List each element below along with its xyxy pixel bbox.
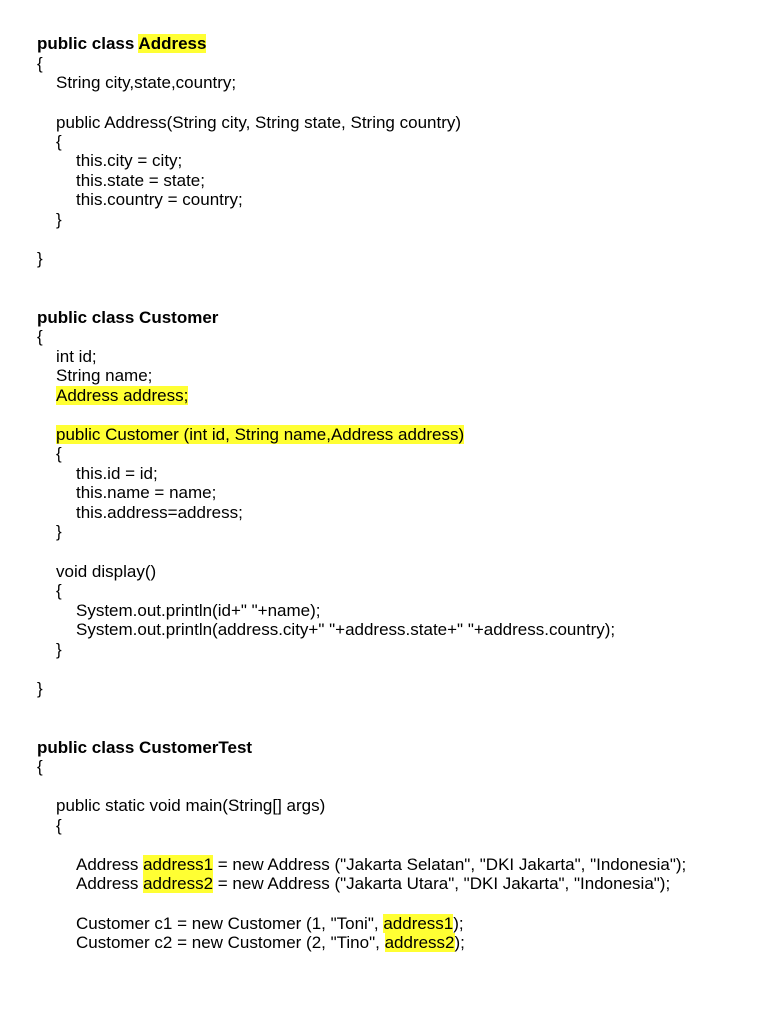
customer1-declaration — [76, 914, 464, 934]
customer-field-address — [56, 386, 188, 406]
customer-class-close-brace: } — [37, 679, 43, 698]
highlighted-constructor-signature: public Customer (int id, String name,Address address) — [56, 425, 465, 444]
address-constructor-close-brace: } — [56, 210, 62, 229]
address-constructor-line: this.country = country; — [76, 190, 243, 209]
customer-constructor-close-brace: } — [56, 522, 62, 541]
customer-constructor-signature — [56, 425, 464, 445]
code-text: ); — [453, 914, 464, 933]
code-text: Customer c2 = new Customer (2, "Tino", — [76, 933, 385, 952]
display-method-line: System.out.println(id+" "+name); — [76, 601, 321, 620]
code-text: Address — [76, 855, 144, 874]
highlighted-variable: address1 — [143, 855, 214, 874]
customer-constructor-line: this.address=address; — [76, 503, 243, 522]
address-class-open-brace: { — [37, 54, 43, 73]
code-text: = new Address ("Jakarta Selatan", "DKI Jakarta", "Indonesia"); — [213, 855, 687, 874]
customertest-class-open-brace: { — [37, 757, 43, 776]
main-method-signature: public static void main(String[] args) — [56, 796, 326, 815]
code-text: = new Address ("Jakarta Utara", "DKI Jakarta", "Indonesia"); — [213, 874, 671, 893]
display-method-close-brace: } — [56, 640, 62, 659]
address-constructor-line: this.city = city; — [76, 151, 183, 170]
customer2-declaration — [76, 933, 465, 953]
address1-declaration — [76, 855, 686, 875]
address-constructor-line: this.state = state; — [76, 171, 205, 190]
customer-class-declaration: public class Customer — [37, 308, 219, 327]
highlighted-field-address: Address address; — [56, 386, 189, 405]
display-method-open-brace: { — [56, 581, 62, 600]
customer-class-open-brace: { — [37, 327, 43, 346]
display-method-signature: void display() — [56, 562, 157, 581]
main-method-open-brace: { — [56, 816, 62, 835]
highlighted-variable: address1 — [383, 914, 454, 933]
address-class-name: Address — [138, 34, 207, 53]
customer-field-name: String name; — [56, 366, 153, 385]
highlighted-variable: address2 — [143, 874, 214, 893]
address-constructor-open-brace: { — [56, 132, 62, 151]
customer-constructor-open-brace: { — [56, 444, 62, 463]
customer-constructor-line: this.name = name; — [76, 483, 217, 502]
code-text: Address — [76, 874, 144, 893]
code-text: Customer c1 = new Customer (1, "Toni", — [76, 914, 384, 933]
address-fields: String city,state,country; — [56, 73, 237, 92]
class-keyword: public class — [37, 34, 139, 53]
highlighted-variable: address2 — [384, 933, 455, 952]
display-method-line: System.out.println(address.city+" "+address.state+" "+address.country); — [76, 620, 616, 639]
customertest-class-declaration: public class CustomerTest — [37, 738, 253, 757]
address2-declaration — [76, 874, 670, 894]
customer-field-id: int id; — [56, 347, 97, 366]
address-class-close-brace: } — [37, 249, 43, 268]
address-constructor-signature: public Address(String city, String state, String country) — [56, 113, 462, 132]
address-class-declaration — [37, 34, 206, 54]
code-text: ); — [454, 933, 465, 952]
customer-constructor-line: this.id = id; — [76, 464, 158, 483]
